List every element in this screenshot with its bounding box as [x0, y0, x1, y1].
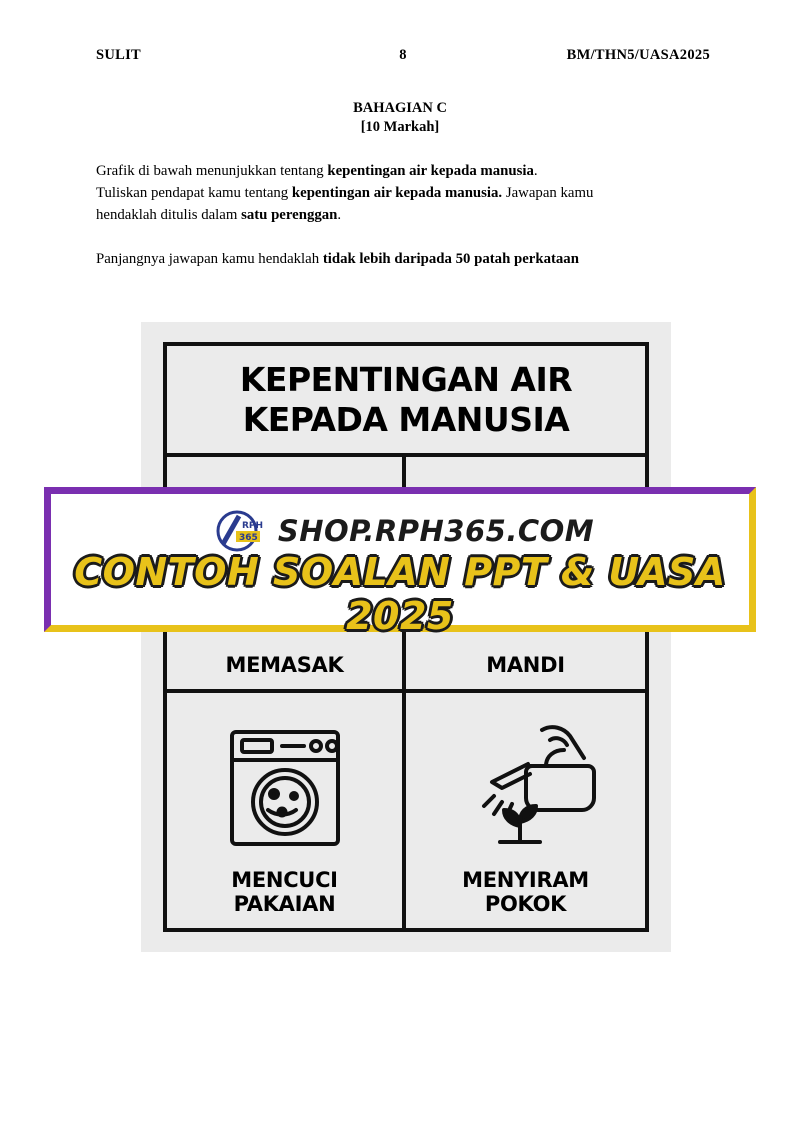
svg-text:RPH: RPH [241, 521, 263, 531]
instruction-2-text-a: Tuliskan pendapat kamu tentang [96, 185, 292, 201]
instruction-4-text-a: Panjangnya jawapan kamu hendaklah [96, 251, 323, 267]
watermark-overlay [44, 487, 756, 638]
section-marks-text: [10 Markah] [360, 119, 440, 135]
caption-line-2: POKOK [484, 892, 567, 916]
instruction-line-4 [96, 248, 714, 270]
washing-machine-icon [173, 707, 396, 869]
instruction-3-bold: satu perenggan [241, 207, 338, 223]
page-number: 8 [399, 47, 407, 63]
poster-caption-menyiram-pokok [462, 868, 589, 916]
section-title-text: BAHAGIAN C [353, 100, 447, 116]
page-header [96, 47, 710, 64]
instruction-line-2 [96, 182, 714, 204]
poster-cell-menyiram-pokok [406, 693, 645, 929]
caption-line-2: PAKAIAN [233, 892, 336, 916]
caption-line-1: MENYIRAM [462, 868, 589, 892]
instruction-line-1 [96, 160, 714, 182]
poster-cell-mencuci-pakaian [167, 693, 406, 929]
poster-caption-memasak: MEMASAK [225, 652, 344, 677]
watermark-top-row [51, 510, 749, 552]
instruction-1-text-a: Grafik di bawah menunjukkan tentang [96, 163, 328, 179]
header-right-code: BM/THN5/UASA2025 [566, 47, 710, 63]
instruction-3-text-c: . [337, 207, 342, 223]
poster-caption-mandi: MANDI [486, 652, 565, 677]
poster-title-line-1: KEPENTINGAN AIR [239, 360, 573, 399]
instruction-1-text-c: . [533, 163, 538, 179]
instruction-4-bold: tidak lebih daripada 50 patah perkataan [322, 251, 579, 267]
caption-line-1: MENCUCI [231, 868, 338, 892]
svg-text:365: 365 [238, 533, 258, 543]
instruction-2-text-c: Jawapan kamu [502, 185, 594, 201]
watering-can-icon [412, 707, 639, 869]
instruction-1-bold: kepentingan air kepada manusia [327, 163, 534, 179]
poster-title [167, 346, 645, 457]
instructions-block [96, 160, 714, 270]
instruction-line-3 [96, 204, 714, 226]
header-left-label: SULIT [96, 47, 142, 63]
poster-title-line-2: KEPADA MANUSIA [242, 400, 570, 439]
section-heading [0, 99, 800, 137]
instruction-3-text-a: hendaklah ditulis dalam [96, 207, 242, 223]
rph365-logo-icon [206, 510, 268, 552]
poster-caption-mencuci-pakaian [231, 868, 337, 916]
paragraph-spacer [96, 226, 714, 248]
watermark-tagline: CONTOH SOALAN PPT & UASA 2025 [74, 550, 726, 638]
watermark-url: SHOP.RPH365.COM [277, 514, 595, 548]
instruction-2-bold: kepentingan air kepada manusia. [291, 185, 503, 201]
